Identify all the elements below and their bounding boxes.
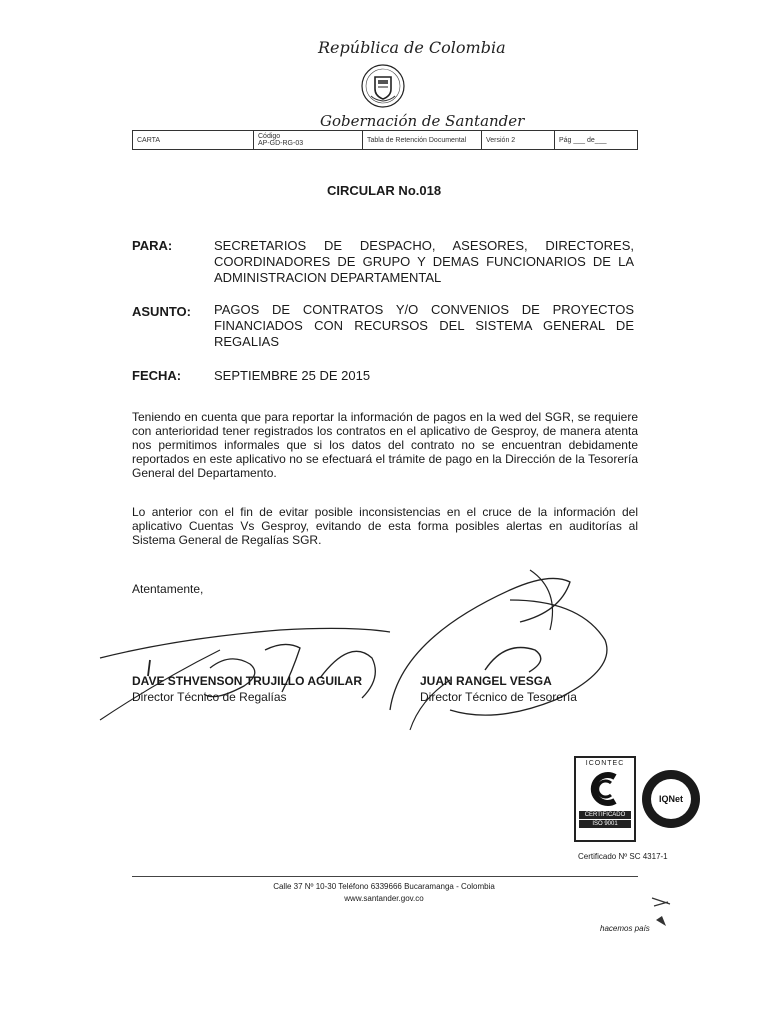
page-cell: Pág ___ de___ (555, 131, 638, 150)
certificate-caption: Certificado Nº SC 4317-1 (578, 852, 668, 861)
code-label: Código (258, 133, 281, 140)
document-type-cell: CARTA (133, 131, 254, 150)
asunto-label: ASUNTO: (132, 304, 191, 319)
footer-website: www.santander.gov.co (344, 894, 424, 903)
footer-slogan: hacemos país (600, 924, 650, 933)
icontec-label: ICONTEC (585, 760, 625, 767)
footer-divider (132, 876, 638, 877)
fecha-value: SEPTIEMBRE 25 DE 2015 (214, 368, 371, 383)
version-cell: Versión 2 (482, 131, 555, 150)
footer-address: Calle 37 Nº 10-30 Teléfono 6339666 Bucaramanga - Colombia (273, 882, 495, 891)
signatory-2-name: JUAN RANGEL VESGA (420, 674, 552, 688)
icontec-logo-icon (585, 769, 625, 809)
signatory-2-role: Director Técnico de Tesorería (420, 690, 577, 704)
certificado-label: CERTIFICADO (579, 811, 631, 819)
icontec-seal (574, 756, 636, 842)
iso-label: ISO 9001 (579, 820, 631, 828)
body-paragraph-2: Lo anterior con el fin de evitar posible inconsistencias en el cruce de la información del aplicativo Cuentas Vs Gesproy, evitando de esta forma posibles alertas en auditorías al Sistema General de Regalías SGR. (132, 505, 638, 547)
circular-title: CIRCULAR No.018 (326, 183, 442, 198)
iqnet-seal (642, 770, 700, 828)
document-code-table (132, 130, 638, 150)
fecha-label: FECHA: (132, 368, 182, 383)
signatory-1-role: Director Técnico de Regalías (132, 690, 287, 704)
handwritten-signatures-icon (90, 560, 650, 740)
para-label: PARA: (132, 238, 173, 253)
code-value: AP-GD-RG-03 (258, 140, 304, 147)
coat-of-arms-icon (359, 62, 407, 110)
signatory-1-name: DAVE STHVENSON TRUJILLO AGUILAR (132, 674, 363, 688)
closing-text: Atentamente, (132, 582, 204, 596)
body-paragraph-1: Teniendo en cuenta que para reportar la información de pagos en la wed del SGR, se requiere con anterioridad tener registrados los contratos en el aplicativo de Gesproy, de manera atenta nos permitimos informales que si los datos del contrato no se encuentran debidamente reportados en este aplicativo no se efectuará el trámite de pago en la Dirección de la Tesorería General del Departamento. (132, 410, 638, 480)
letterhead-gobernacion: Gobernación de Santander (320, 112, 525, 130)
document-code-cell (254, 131, 363, 150)
letterhead-republica: República de Colombia (318, 38, 506, 57)
retention-cell: Tabla de Retención Documental (363, 131, 482, 150)
iqnet-label: IQNet (651, 779, 691, 819)
asunto-value: PAGOS DE CONTRATOS Y/O CONVENIOS DE PROYECTOS FINANCIADOS CON RECURSOS DEL SISTEMA GENERAL DE REGALIAS (214, 302, 634, 349)
footer-emblem-icon (648, 892, 676, 932)
para-value: SECRETARIOS DE DESPACHO, ASESORES, DIRECTORES, COORDINADORES DE GRUPO Y DEMAS FUNCIONARIOS DE LA ADMINISTRACION DEPARTAMENTAL (214, 238, 634, 285)
